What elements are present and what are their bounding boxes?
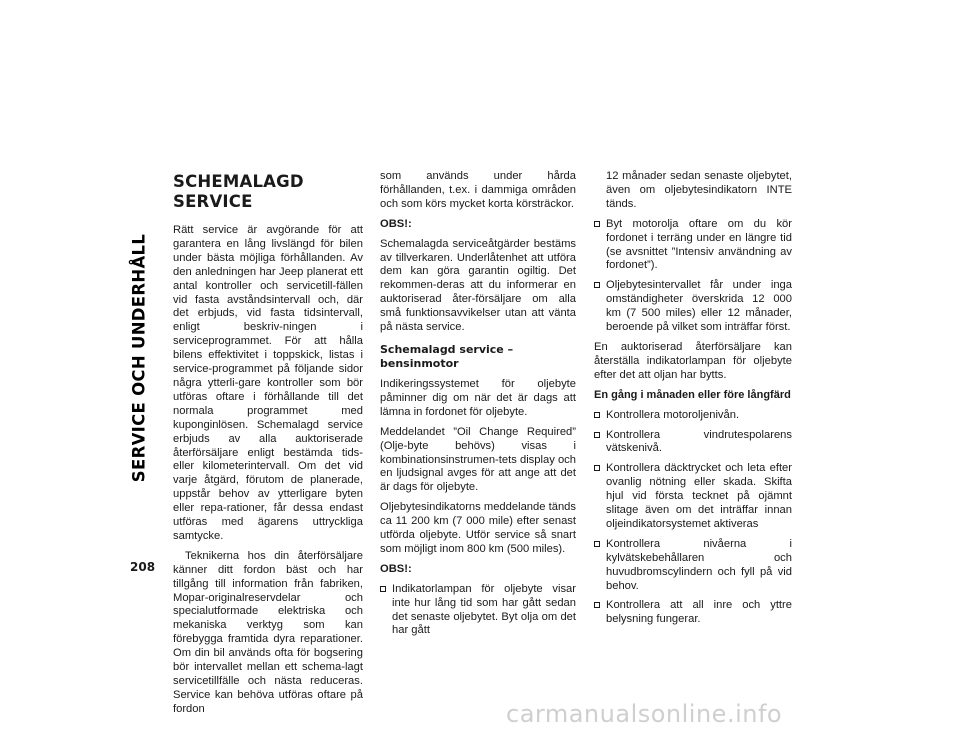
note-list (380, 583, 576, 639)
section-tab-label: SERVICE OCH UNDERHÅLL (129, 233, 149, 483)
list-item: Kontrollera däcktrycket och leta efter ovanlig nötning eller skada. Skifta hjul vid första tecknet på ojämnt slitage även om det inträffar innan oljeindikatorsystemet aktiveras (594, 462, 792, 532)
note-text: Schemalagda serviceåtgärder bestäms av tillverkaren. Underlåtenhet att utföra dem kan göra garantin ogiltig. Det rekommen-deras att du informerar en auktoriserad åter-försäljare om alla små funktionsavvikelser utan att vänta på nästa service. (380, 237, 576, 334)
oil-interval-paragraph: Oljebytesindikatorns meddelande tänds ca 11 200 km (7 000 mile) efter senast utförda oljebyte. Utför service så snart som möjligt inom 800 km (500 miles). (380, 501, 576, 555)
dealer-paragraph: Teknikerna hos din återförsäljare känner ditt fordon bäst och har tillgång till information från fabriken, Mopar-originalreservdelar och specialutformade elektriska och mekaniska verktyg som kan förebygga framtida dyra reparationer. Om din bil används ofta för bogsering bör intervallet mellan ett schema-lagt servicetillfälle och nästa reduceras. Service kan behöva utföras oftare på fordon (173, 549, 363, 715)
list-item-continued: 12 månader sedan senaste oljebytet, även om oljebytesindikatorn INTE tänds. (606, 170, 792, 210)
note-label: OBS!: (380, 217, 412, 230)
list-item: Kontrollera motoroljenivån. (594, 409, 792, 423)
list-item: Byt motorolja oftare om du kör fordonet i terräng under en längre tid (se avsnittet ”Intensiv användning av fordonet”). (594, 218, 792, 274)
note-label-2: OBS!: (380, 562, 412, 575)
checklist-heading: En gång i månaden eller före långfärd (594, 388, 791, 401)
column-2 (380, 170, 576, 644)
list-item: Kontrollera vindrutespolarens vätskenivå. (594, 429, 792, 457)
list-item: Kontrollera att all inre och yttre belysning fungerar. (594, 599, 792, 627)
oil-message-paragraph: Meddelandet ”Oil Change Required” (Olje-byte behövs) visas i kombinationsinstrumen-tets display och en ljudsignal avges för att ange att det är dags för oljebyte. (380, 425, 576, 494)
page-title: SCHEMALAGD SERVICE (173, 172, 304, 211)
intro-paragraph: Rätt service är avgörande för att garantera en lång livslängd för bilen under bästa möjliga förhållanden. Av den anledningen har Jeep planerat ett antal kontroller och servicetill-fällen vid fasta avståndsintervall och, där det erbjuds, vid fasta tidsintervall, enligt beskriv-ningen i serviceprogrammet. För att hålla bilens effektivitet i toppskick, listas i service-programmet på följande sidor några ytterli-gare kontroller som bör utföras oftare i förhållande till det normala programmet med kuponginlösen. Schemalagd service erbjuds av alla auktoriserade återförsäljare enligt bestämda tids- eller kilometerintervall. Om det vid varje åtgärd, förutom de planerade, uppstår behov av ytterligare byten eller repa-rationer, får dessa endast utföras med ägarens uttryckliga samtycke. (173, 224, 363, 542)
checkbox-bullet-icon (594, 221, 600, 227)
section-heading: Schemalagd service – bensinmotor (380, 342, 514, 370)
checkbox-bullet-icon (594, 541, 600, 547)
column-3 (594, 170, 792, 633)
checkbox-bullet-icon (594, 282, 600, 288)
checkbox-bullet-icon (594, 465, 600, 471)
list-item: Kontrollera nivåerna i kylvätskebehållaren och huvudbromscylindern och fyll på vid behov. (594, 538, 792, 594)
monthly-checklist (594, 409, 792, 628)
list-item: Indikatorlampan för oljebyte visar inte hur lång tid som har gått sedan det senaste oljebytet. Byt olja om det har gått (380, 583, 576, 639)
oil-indicator-paragraph: Indikeringssystemet för oljebyte påminner dig om när det är dags att lämna in fordonet för oljebyte. (380, 377, 576, 418)
checkbox-bullet-icon (594, 432, 600, 438)
reset-paragraph: En auktoriserad återförsäljare kan återställa indikatorlampan för oljebyte efter det att oljan har bytts. (594, 340, 792, 381)
continued-paragraph: som används under hårda förhållanden, t.ex. i dammiga områden och som körs mycket korta körsträckor. (380, 170, 576, 210)
watermark: carmanualsonline.info (506, 700, 783, 728)
checkbox-bullet-icon (594, 602, 600, 608)
list-item: Oljebytesintervallet får under inga omständigheter överskrida 12 000 km (7 500 miles) eller 12 månader, beroende på vilket som inträffar först. (594, 279, 792, 335)
checkbox-bullet-icon (594, 412, 600, 418)
column-1 (173, 168, 363, 723)
note-list-continued (594, 218, 792, 335)
checkbox-bullet-icon (380, 586, 386, 592)
page-number: 208 (130, 560, 156, 574)
